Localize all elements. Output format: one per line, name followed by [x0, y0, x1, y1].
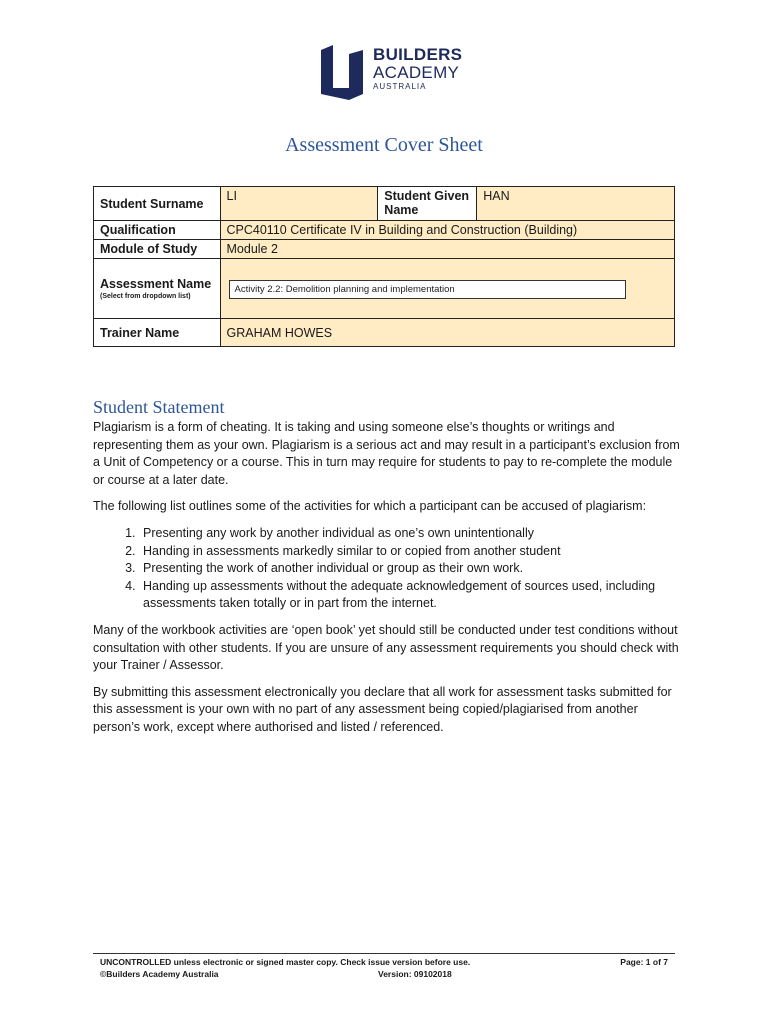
footer-page-number: Page: 1 of 7 [620, 957, 668, 967]
module-label: Module of Study [94, 240, 221, 259]
statement-paragraph-1: Plagiarism is a form of cheating. It is taking and using someone else’s thoughts or writings and representing them as your own. Plagiarism is a serious act and may result in a participant’s exclusion from a Unit of Competency or a course. This in turn may require for students to pay to re-complete the module or course at a later date. [93, 420, 680, 487]
list-item: 1. Presenting any work by another individual as one’s own unintentionally [139, 525, 683, 543]
module-field[interactable]: Module 2 [220, 240, 674, 259]
logo-line-1: BUILDERS [373, 45, 463, 64]
cover-table [93, 186, 675, 347]
assessment-name-note: (Select from dropdown list) [100, 293, 191, 300]
trainer-field[interactable]: GRAHAM HOWES [220, 319, 674, 347]
statement-paragraph-3: Many of the workbook activities are ‘open book’ yet should still be conducted under test conditions without consultation with other students. If you are unsure of any assessment requirements you should check with your Trainer / Assessor. [93, 622, 679, 673]
page-title: Assessment Cover Sheet [285, 134, 483, 156]
trainer-label: Trainer Name [94, 319, 221, 347]
student-statement-heading: Student Statement [93, 397, 225, 417]
qualification-field[interactable]: CPC40110 Certificate IV in Building and Construction (Building) [220, 221, 674, 240]
qualification-label: Qualification [94, 221, 221, 240]
list-item: 3. Presenting the work of another individual or group as their own work. [139, 560, 683, 578]
assessment-name-dropdown[interactable]: Activity 2.2: Demolition planning and implementation [229, 280, 626, 299]
logo-line-2: ACADEMY [373, 63, 460, 82]
surname-label: Student Surname [94, 187, 221, 221]
footer-uncontrolled-note: UNCONTROLLED unless electronic or signed master copy. Check issue version before use. [100, 957, 471, 967]
builders-academy-logo [319, 44, 463, 102]
footer-line-2 [100, 969, 668, 979]
footer-copyright: ©Builders Academy Australia [100, 969, 219, 979]
logo-shield-icon [319, 44, 367, 102]
statement-paragraph-4: By submitting this assessment electronically you declare that all work for assessment tasks submitted for this assessment is your own with no part of any assessment being copied/plagiarised from another person’s work, except where authorised and listed / referenced. [93, 684, 672, 734]
list-item: 4. Handing up assessments without the adequate acknowledgement of sources used, including assessments taken totally or in part from the internet. [139, 578, 683, 613]
footer-divider [93, 953, 675, 954]
assessment-name-cell-value [220, 259, 674, 319]
footer-line-1 [100, 957, 668, 967]
assessment-name-cell [94, 259, 221, 319]
given-name-label: Student Given Name [378, 187, 477, 221]
footer-version: Version: 09102018 [378, 969, 452, 979]
plagiarism-list [93, 525, 683, 613]
logo-line-3: AUSTRALIA [373, 82, 427, 91]
surname-field[interactable]: LI [220, 187, 378, 221]
list-item: 2. Handing in assessments markedly similar to or copied from another student [139, 543, 683, 561]
assessment-name-label: Assessment Name [100, 277, 212, 291]
given-name-field[interactable]: HAN [477, 187, 675, 221]
statement-paragraph-2: The following list outlines some of the activities for which a participant can be accused of plagiarism: [93, 499, 647, 514]
student-statement-body [93, 419, 683, 746]
